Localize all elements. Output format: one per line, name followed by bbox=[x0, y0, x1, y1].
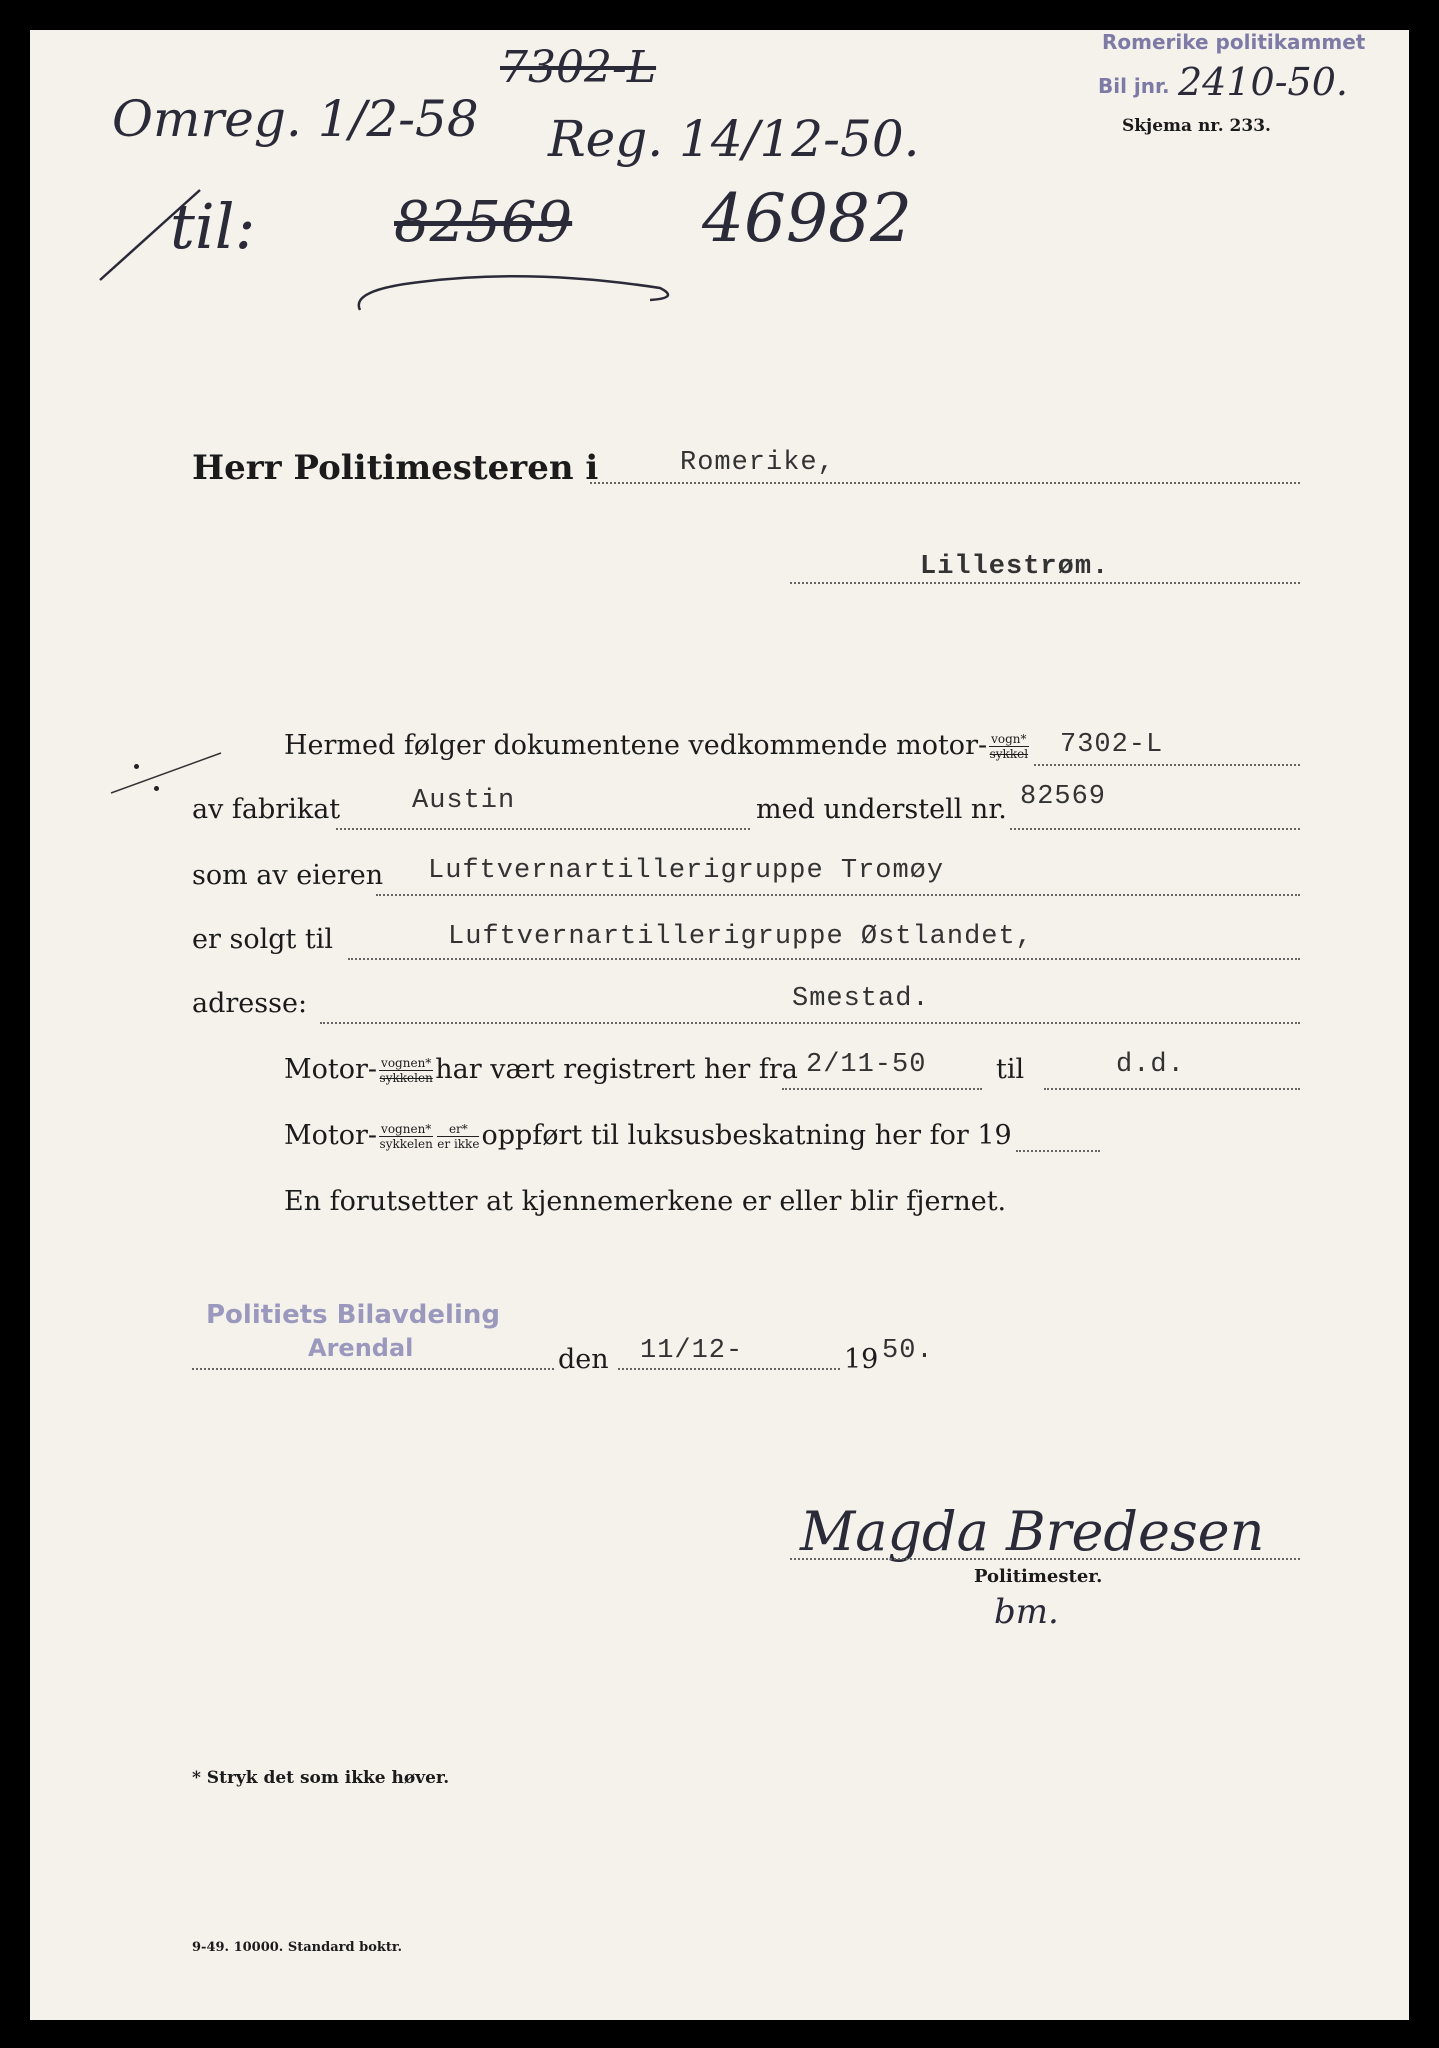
luxury-year-line bbox=[1016, 1150, 1100, 1152]
til-word: til bbox=[996, 1054, 1025, 1085]
registered-from-date: 2/11-50 bbox=[806, 1050, 927, 1080]
fraction-bottom: sykkelen bbox=[379, 1137, 433, 1151]
reg-no-line bbox=[1034, 764, 1300, 766]
date-den: den bbox=[558, 1344, 609, 1375]
vehicle-fraction bbox=[379, 1122, 433, 1151]
registered-from-line bbox=[782, 1088, 982, 1090]
owner-value: Luftvernartillerigruppe Tromøy bbox=[428, 856, 945, 886]
stamp-office-name: Romerike politikammet bbox=[1102, 30, 1366, 54]
registered-label: har vært registrert her fra bbox=[435, 1054, 798, 1085]
signature-title: Politimester. bbox=[974, 1566, 1103, 1587]
plates-text: En forutsetter at kjennemerkene er eller blir fjernet. bbox=[284, 1186, 1007, 1217]
buyer-value: Luftvernartillerigruppe Østlandet, bbox=[448, 922, 1033, 952]
margin-tick bbox=[106, 748, 226, 798]
registered-to-date: d.d. bbox=[1116, 1050, 1185, 1080]
stamp-bil-label: Bil jnr. bbox=[1098, 74, 1170, 98]
er-fraction bbox=[437, 1122, 479, 1151]
fabrikat-line bbox=[336, 828, 750, 830]
intro-label: Hermed følger dokumentene vedkommende motor- bbox=[284, 730, 988, 761]
handwritten-reg-date: Reg. 14/12-50. bbox=[548, 110, 920, 168]
handwritten-omreg: Omreg. 1/2-58 bbox=[112, 90, 479, 148]
addressee-city: Lillestrøm. bbox=[920, 552, 1110, 582]
registered-to-line bbox=[1044, 1088, 1300, 1090]
place-line bbox=[192, 1368, 554, 1370]
handwritten-underline-swoosh bbox=[330, 260, 690, 330]
registered-prefix: Motor- bbox=[284, 1054, 378, 1085]
document-page bbox=[30, 30, 1409, 2020]
journal-number: 2410-50. bbox=[1178, 60, 1348, 104]
vehicle-fraction bbox=[379, 1056, 433, 1085]
registered-text bbox=[284, 1054, 798, 1085]
sender-stamp-line1: Politiets Bilavdeling bbox=[206, 1300, 500, 1330]
understell-number: 82569 bbox=[1020, 782, 1107, 812]
year-prefix: 19 bbox=[844, 1344, 879, 1375]
intro-text bbox=[284, 730, 1031, 761]
fraction-top: vognen* bbox=[381, 1122, 432, 1136]
handwritten-top-registration: 7302-L bbox=[500, 42, 657, 93]
owner-label: som av eieren bbox=[192, 860, 384, 891]
form-number: Skjema nr. 233. bbox=[1122, 116, 1271, 136]
fraction-top: er* bbox=[437, 1122, 479, 1137]
addressee-district: Romerike, bbox=[680, 448, 835, 478]
handwritten-old-number: 82569 bbox=[394, 190, 573, 255]
fabrikat-label: av fabrikat bbox=[192, 794, 341, 825]
handwritten-til: til: bbox=[170, 190, 256, 263]
luxury-label: oppført til luksusbeskatning her for 19 bbox=[481, 1120, 1012, 1151]
address-line bbox=[320, 1022, 1300, 1024]
vehicle-type-fraction bbox=[989, 732, 1028, 761]
luxury-tax-text bbox=[284, 1120, 1012, 1151]
address-value: Smestad. bbox=[792, 984, 930, 1014]
handwritten-new-number: 46982 bbox=[702, 180, 912, 257]
fraction-top: vogn* bbox=[991, 732, 1027, 746]
signature-line bbox=[790, 1558, 1300, 1560]
signature-name: Magda Bredesen bbox=[800, 1500, 1265, 1563]
date-line bbox=[618, 1368, 840, 1370]
fabrikat-value: Austin bbox=[412, 786, 516, 816]
sold-to-label: er solgt til bbox=[192, 924, 334, 955]
addressee-city-line bbox=[790, 582, 1300, 584]
addressee-district-line bbox=[590, 482, 1300, 484]
fraction-bottom: er ikke bbox=[437, 1137, 480, 1151]
addressee-label: Herr Politimesteren i bbox=[192, 448, 599, 488]
year-suffix: 50. bbox=[882, 1336, 934, 1366]
signature-initials: bm. bbox=[994, 1592, 1059, 1632]
fraction-top: vognen* bbox=[381, 1056, 432, 1070]
address-label: adresse: bbox=[192, 988, 308, 1019]
police-office-stamp bbox=[1102, 30, 1365, 54]
understell-line bbox=[1010, 828, 1300, 830]
buyer-line bbox=[348, 958, 1300, 960]
handwritten-slash bbox=[90, 180, 210, 290]
fraction-bottom: sykkelen bbox=[379, 1071, 433, 1085]
date-value: 11/12- bbox=[640, 1336, 744, 1366]
luxury-prefix: Motor- bbox=[284, 1120, 378, 1151]
owner-line bbox=[376, 894, 1300, 896]
printer-info: 9-49. 10000. Standard boktr. bbox=[192, 1940, 403, 1955]
fraction-bottom: sykkel bbox=[989, 747, 1029, 761]
registration-number: 7302-L bbox=[1060, 730, 1164, 760]
understell-label: med understell nr. bbox=[756, 794, 1007, 825]
footnote: * Stryk det som ikke høver. bbox=[192, 1768, 450, 1788]
sender-stamp-line2: Arendal bbox=[308, 1334, 414, 1362]
